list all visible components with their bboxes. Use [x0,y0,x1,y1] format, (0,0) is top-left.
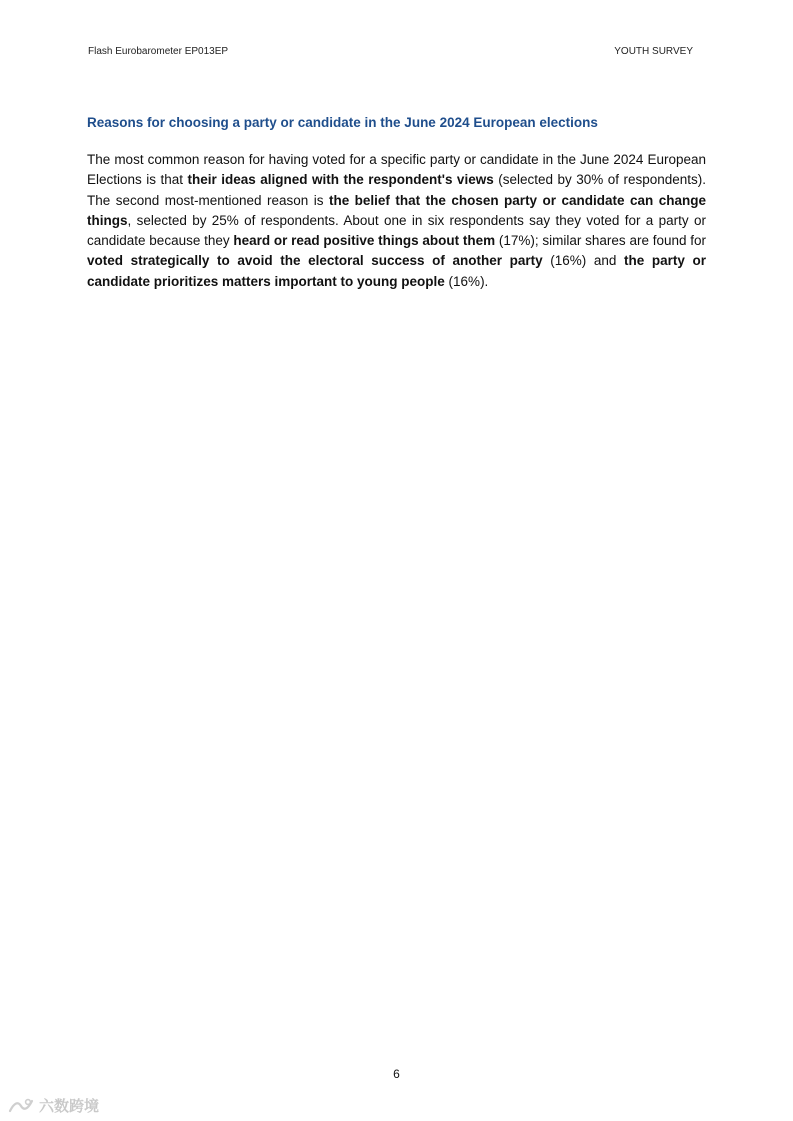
page-number: 6 [393,1067,400,1081]
paragraph-text-6: (16%). [444,273,489,289]
section-title: Reasons for choosing a party or candidate in the June 2024 European elections [87,115,598,130]
paragraph-text-2: (selected by 30% of respondents). The second most-mentioned reason is [87,172,707,208]
paragraph-bold-4: voted strategically to avoid the electoral success of another party [87,253,543,269]
header-document-title: Flash Eurobarometer EP013EP [88,46,229,57]
paragraph-bold-2: the belief that the chosen party or candidate can change things [87,192,706,228]
paragraph-text-3: , selected by 25% of respondents. About one in six respondents say they voted for a party or candidate because they [87,212,706,249]
watermark-text: 六数跨境 [39,1098,100,1115]
paragraph-text-1: The most common reason for having voted for a specific party or candidate in the June 2024 European Elections is that [87,152,706,188]
paragraph-text-4: (17%); similar shares are found for [495,233,706,249]
paragraph-bold-3: heard or read positive things about them [233,233,496,249]
paragraph-text-5: (16%) and [542,253,625,269]
header-survey-label: YOUTH SURVEY [614,46,693,57]
paragraph-bold-5: the party or candidate prioritizes matters important to young people [87,253,706,289]
logo-icon [8,1097,34,1115]
body-paragraph [87,150,706,292]
paragraph-bold-1: their ideas aligned with the respondent's views [187,172,494,188]
watermark [8,1095,99,1116]
